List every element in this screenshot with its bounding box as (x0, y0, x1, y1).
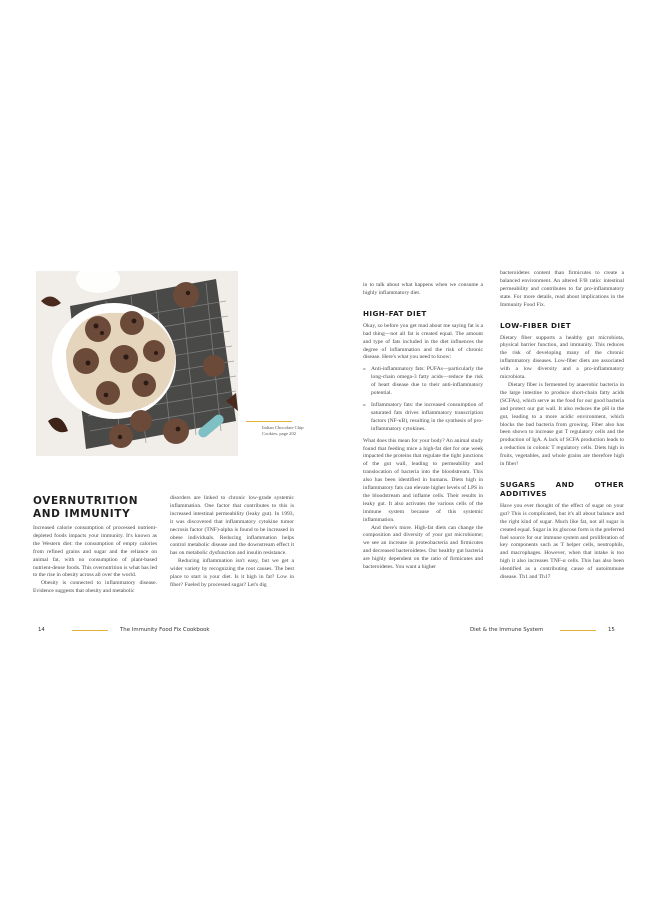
footer-rule (72, 630, 108, 631)
caption-rule (246, 421, 292, 422)
section-title-overnutrition: OVERNUTRITION AND IMMUNITY (33, 495, 139, 520)
paragraph: Increased calorie consumption of processed nutrient-depleted foods impacts your immunity. It's known as the Western diet: the consumption of empty calories from refined grains and sugar and the reliance on animal fat, with no consumption of plant-based nutrient-dense foods. This overnutrition is what has led to the rise in obesity across all over the world. (33, 525, 157, 579)
paragraph: Dietary fiber is fermented by anaerobic bacteria in the large intestine to produce short-chain fatty acids (SCFAs), which serve as the food for our good bacteria and protect our gut wall. It also reduces the pH in the gut, leading to a more acidic environment, which blocks the bad bacteria from growing. Fiber also has been shown to increase gut T regulatory cells and the production of IgA. A lack of SCFA production leads to a reduction in colonic T regulatory cells. Diets high in fruits, vegetables, and whole grains are therefore high in fiber! (500, 381, 624, 468)
right-column-2 (500, 270, 624, 582)
left-column-2 (170, 495, 294, 590)
paragraph: And there's more. High-fat diets can change the composition and diversity of your gut microbiome; we see an increase in proteobacteria and firmicutes and decreased bacteroidetes. Our healthy gut bacteria are highly dependent on the ratio of firmicutes and bacteroidetes. You want a higher (363, 524, 483, 571)
right-page (330, 0, 660, 904)
paragraph: What does this mean for your body? An animal study found that feeding mice a high-fat diet for one week impacted the proteins that regulate the tight junctions of the gut wall, leading to permeability and translocation of bacteria into the bloodstream. This also has been identified in humans. Diets high in inflammatory fats can elevate higher levels of LPS in the bloodstream and inflame cells. Their results in leaky gut. It also activates the various cells of the immune system because of this systemic inflammation. (363, 437, 483, 523)
paragraph: bacteroidetes content than firmicutes to create a balanced environment. An altered F/B ratio: intestinal permeability and contributes to far pro-inflammatory state. For more details, read about implications in the Immunity Food Fix. (500, 270, 624, 308)
subhead-high-fat-diet: HIGH-FAT DIET (363, 308, 427, 318)
paragraph: disorders are linked to chronic low-grade systemic inflammation. One factor that contributes to this is increased intestinal permeability (leaky gut). In 1993, it was discovered that inflammatory cytokine tumor necrosis factor (TNF)-alpha is found to be increased in obese individuals. Reducing inflammation helps control metabolic disease and the downstream effect it has on metabolic dysfunction and insulin resistance. (170, 495, 294, 557)
right-page-number: 15 (608, 627, 615, 633)
left-column-1 (33, 525, 157, 596)
bullet-arrow-icon: » (363, 401, 366, 408)
right-column-1 (363, 282, 483, 572)
paragraph: in to talk about what happens when we consume a highly inflammatory diet. (363, 282, 483, 296)
left-running-title: The Immunity Food Fix Cookbook (120, 627, 210, 633)
bullet-arrow-icon: » (363, 366, 366, 373)
paragraph: Reducing inflammation isn't easy, but we get a wider variety by recognizing the root causes. The best place to start is your diet. Is it high in fat? Low in fiber? Fueled by processed sugar? Let's dig (170, 558, 294, 588)
bullet-item: » Anti-inflammatory fats: PUFAs—particularly the long-chain omega-3 fatty acids—reduce the risk of heart disease due to their anti-inflammatory potential. (363, 366, 483, 397)
left-page-number: 14 (38, 627, 45, 633)
photo-caption: Italian Chocolate Chip Cookies, page 202 (262, 425, 304, 436)
cookies-photo (36, 271, 238, 456)
right-running-title: Diet & the Immune System (470, 627, 544, 633)
paragraph: Okay, so before you get mad about me saying fat is a bad thing—not all fat is created equal. The amount and type of fats included in the diet influences the degree of inflammation and the risk of chronic disease. Here's what you need to know: (363, 322, 483, 361)
paragraph: Have you ever thought of the effect of sugar on your gut? This is complicated, but it's all about balance and the right kind of sugar. Much like fat, not all sugar is created equal. Sugar in its glucose form is the preferred fuel source for our immune system and proliferation of key components such as T helper cells, neutrophils, and macrophages. However, when that intake is too high it also increases TNF-α cells. This has also been identified as a contributing cause of autoimmune disease. Th1 and Th17 (500, 502, 624, 581)
paragraph: Obesity is connected to inflammatory disease. Evidence suggests that obesity and metabolic (33, 580, 157, 595)
paragraph: Dietary fiber supports a healthy gut microbiota, physical barrier function, and immunity. This reduces the risk of developing many of the chronic inflammatory diseases. Low-fiber diets are associated with a low diversity and a pro-inflammatory microbiota. (500, 334, 624, 381)
subhead-low-fiber-diet: LOW-FIBER DIET (500, 320, 572, 330)
cookies-illustration (36, 271, 238, 456)
footer-rule (560, 630, 596, 631)
subhead-sugars-and-additives: SUGARS AND OTHER ADDITIVES (500, 479, 624, 498)
bullet-item: » Inflammatory fats: the increased consumption of saturated fats drives inflammatory transcription factors (NF-κB), resulting in the synthesis of pro-inflammatory cytokines. (363, 401, 483, 432)
